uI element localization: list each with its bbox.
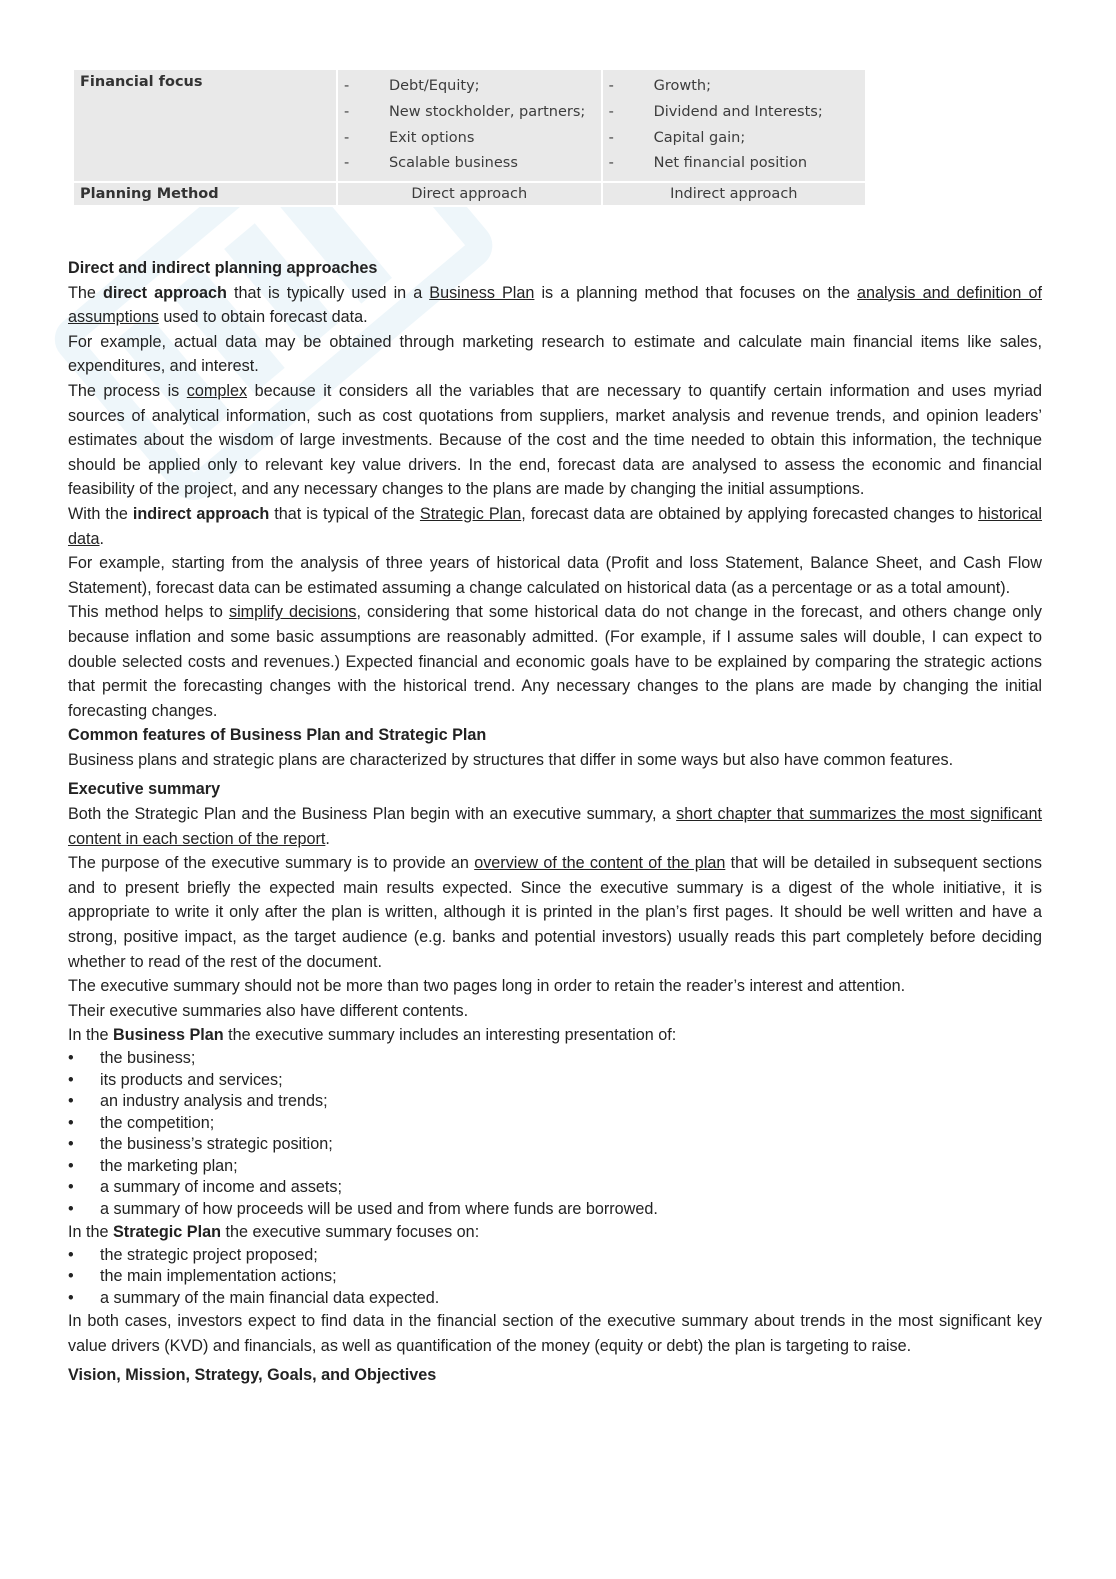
direct-column-cell: [337, 69, 602, 182]
list-item: • a summary of income and assets;: [68, 1177, 1042, 1199]
paragraph: Business plans and strategic plans are characterized by structures that differ in some ways but also have common features.: [68, 750, 954, 769]
section-heading: Executive summary: [68, 780, 221, 799]
section-heading: Common features of Business Plan and Strategic Plan: [68, 726, 487, 745]
paragraph: For example, actual data may be obtained through marketing research to estimate and calculate main financial items like sales, expenditures, and interest.: [68, 332, 1042, 376]
paragraph: Their executive summaries also have different contents.: [68, 1001, 469, 1020]
row-header: Planning Method: [73, 182, 337, 206]
paragraph: For example, starting from the analysis of three years of historical data (Profit and loss Statement, Balance Sheet, and Cash Flow Statement), forecast data can be estimated assuming a change calculated on historical data (as a percentage or as a total amount).: [68, 554, 1042, 597]
paragraph: Both the Strategic Plan and the Business Plan begin with an executive summary, a short chapter that summarizes the most significant content in each section of the report.: [68, 805, 1042, 848]
list-item: • the marketing plan;: [68, 1156, 1042, 1178]
list-item: • a summary of the main financial data expected.: [68, 1288, 1042, 1310]
strategic-plan-list: [68, 1245, 1042, 1310]
list-item: - Debt/Equity;: [344, 74, 595, 100]
list-item: • a summary of how proceeds will be used and from where funds are borrowed.: [68, 1199, 1042, 1221]
list-item: • an industry analysis and trends;: [68, 1091, 1042, 1113]
document-body: [68, 256, 1042, 1388]
paragraph: In the Business Plan the executive summary includes an interesting presentation of:: [68, 1026, 677, 1045]
row-header: Financial focus: [73, 69, 337, 182]
paragraph: The process is complex because it considers all the variables that are necessary to quantify certain information and uses myriad sources of analytical information, such as cost quotations from suppliers, market analysis and revenue trends, and opinion leaders’ estimates about the wisdom of large investments. Because of the cost and the time needed to obtain this information, the technique should be applied only to relevant key value drivers. In the end, forecast data are analysed to assess the economic and financial feasibility of the project, and any necessary changes to the plans are made by changing the initial assumptions.: [68, 381, 1042, 499]
list-item: - Dividend and Interests;: [609, 100, 859, 126]
list-item: - Net financial position: [609, 151, 859, 177]
section-heading: Vision, Mission, Strategy, Goals, and Objectives: [68, 1366, 437, 1385]
table-cell: Indirect approach: [602, 182, 866, 206]
financial-focus-table: [72, 68, 867, 207]
list-item: • the business;: [68, 1048, 1042, 1070]
list-item: • the competition;: [68, 1113, 1042, 1135]
list-item: - Scalable business: [344, 151, 595, 177]
list-item: • its products and services;: [68, 1070, 1042, 1092]
table-cell: Direct approach: [337, 182, 602, 206]
paragraph: With the indirect approach that is typical of the Strategic Plan, forecast data are obtained by applying forecasted changes to historical data.: [68, 504, 1043, 548]
list-item: - Exit options: [344, 126, 595, 152]
paragraph: The purpose of the executive summary is to provide an overview of the content of the plan that will be detailed in subsequent sections and to present briefly the expected main results expected. Since the executive summary is a digest of the whole initiative, it is appropriate to write it only after the plan is written, although it is printed in the plan’s first pages. It should be well written and have a strong, positive impact, as the target audience (e.g. banks and potential investors) usually reads this part completely before deciding whether to read of the rest of the document.: [68, 854, 1043, 971]
list-item: • the main implementation actions;: [68, 1266, 1042, 1288]
table-row: [73, 69, 866, 182]
paragraph: The executive summary should not be more than two pages long in order to retain the reader’s interest and attention.: [68, 977, 906, 996]
list-item: • the business’s strategic position;: [68, 1134, 1042, 1156]
list-item: - Growth;: [609, 74, 859, 100]
paragraph: The direct approach that is typically used in a Business Plan is a planning method that focuses on the analysis and definition of assumptions used to obtain forecast data.: [68, 283, 1042, 327]
business-plan-list: [68, 1048, 1042, 1220]
list-item: • the strategic project proposed;: [68, 1245, 1042, 1267]
indirect-column-cell: [602, 69, 866, 182]
paragraph: This method helps to simplify decisions, considering that some historical data do not change in the forecast, and others change only because inflation and some basic assumptions are reasonably admitted. (For example, if I assume sales will double, I can expect to double selected costs and revenues.) Expected financial and economic goals have to be explained by comparing the strategic actions that permit the forecasting changes with the historical trend. Any necessary changes to the plans are made by changing the initial forecasting changes.: [68, 603, 1042, 720]
list-item: - New stockholder, partners;: [344, 100, 595, 126]
list-item: - Capital gain;: [609, 126, 859, 152]
table-row: [73, 182, 866, 206]
paragraph: In both cases, investors expect to find data in the financial section of the executive summary about trends in the most significant key value drivers (KVD) and financials, as well as quantification of the money (equity or debt) the plan is targeting to raise.: [68, 1312, 1042, 1355]
paragraph: In the Strategic Plan the executive summary focuses on:: [68, 1223, 480, 1241]
section-heading: Direct and indirect planning approaches: [68, 259, 378, 277]
